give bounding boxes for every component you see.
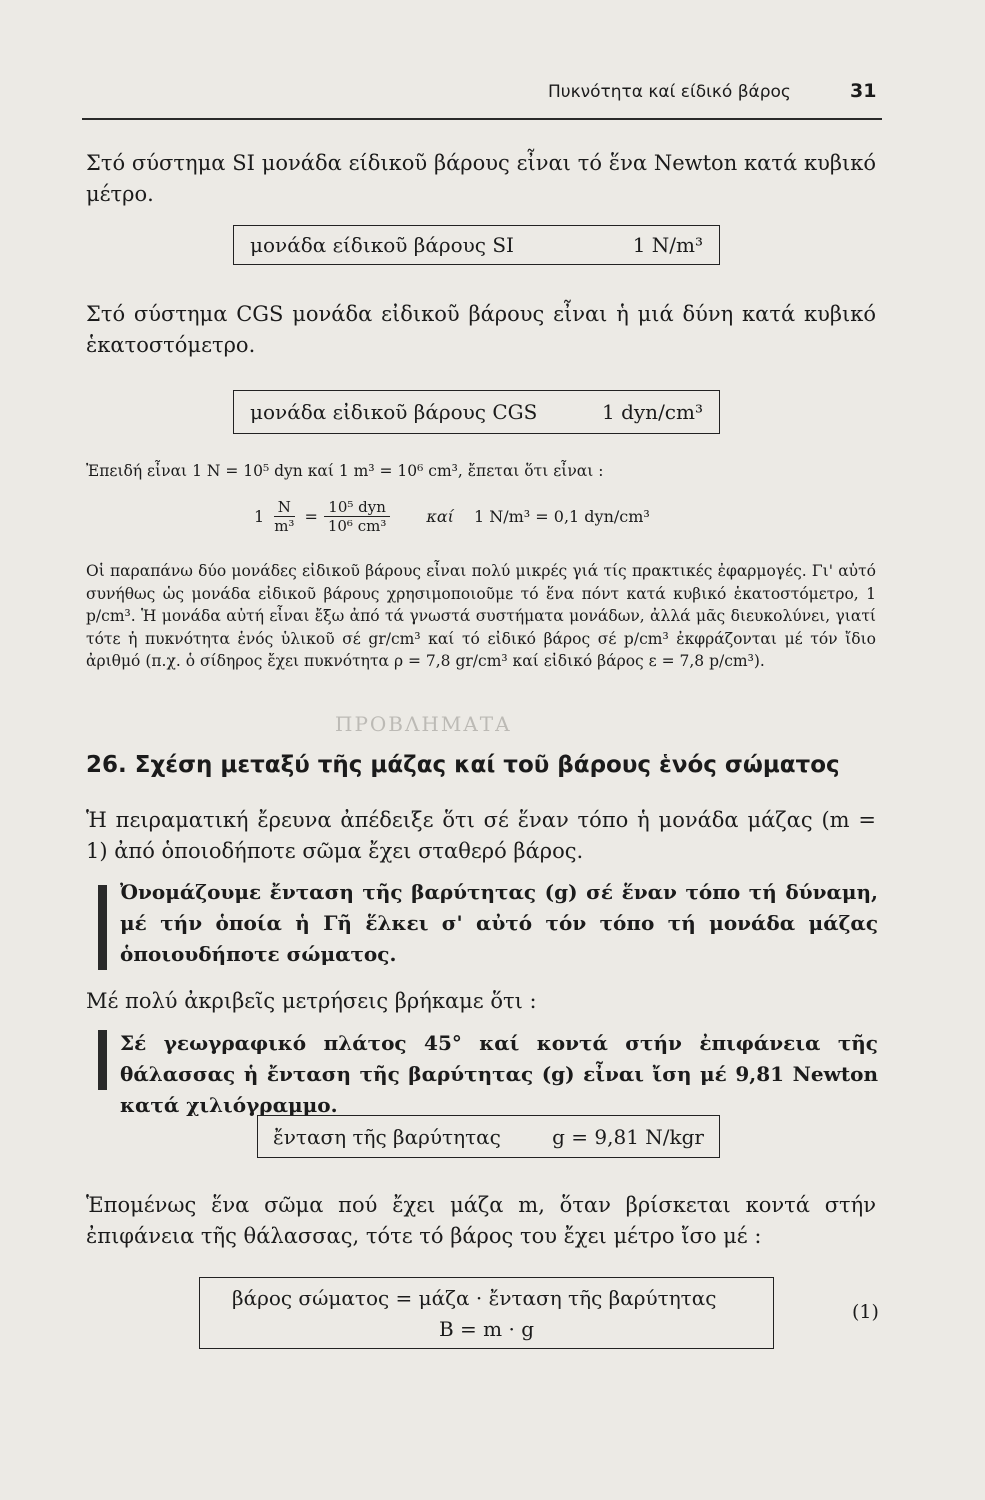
practical-units-paragraph: Οἱ παραπάνω δύο μονάδες εἰδικοῦ βάρους εἶναι πολύ μικρές γιά τίς πρακτικές ἐφαρμογές. Γι' αὐτό συνήθως ὡς μονάδα εἰδικοῦ βάρους χρησιμοποιοῦμε τό ἕνα πόντ κατά κυβικό ἑκατοστόμετρο, 1 p/cm³. Ἡ μονάδα αὐτή εἶναι ἔξω ἀπό τά γνωστά συστήματα μονάδων, ἀλλά μᾶς διευκολύνει, γιατί τότε ἡ πυκνότητα ἑνός ὑλικοῦ σέ gr/cm³ καί τό εἰδικό βάρος σέ p/cm³ ἐκφράζονται μέ τόν ἴδιο ἀριθμό (π.χ. ὁ σίδηρος ἔχει πυκνότητα ρ = 7,8 gr/cm³ καί εἰδικό βάρος ε = 7,8 p/cm³).	[86, 562, 876, 670]
section-heading: 26. Σχέση μεταξύ τῆς μάζας καί τοῦ βάρους ἑνός σώματος	[86, 752, 840, 778]
conversion-equation	[254, 498, 650, 535]
cgs-unit-box	[233, 390, 720, 434]
consequence-paragraph: Ἑπομένως ἕνα σῶμα πού ἔχει μάζα m, ὅταν βρίσκεται κοντά στήν ἐπιφάνεια τῆς θάλασσας, τότε τό βάρος του ἔχει μέτρο ἴσο μέ :	[86, 1193, 876, 1248]
si-unit-box	[233, 225, 720, 265]
weight-formula-line2: B = m · g	[438, 1317, 534, 1341]
measurement-intro: Μέ πολύ ἀκριβεῖς μετρήσεις βρήκαμε ὅτι :	[86, 989, 537, 1013]
conversion-rhs-denominator: 10⁶ cm³	[327, 517, 387, 535]
conversion-lhs-numerator: N	[274, 498, 295, 517]
conversion-intro: Ἐπειδή εἶναι 1 N = 10⁵ dyn καί 1 m³ = 10⁶ cm³, ἔπεται ὅτι εἶναι :	[86, 462, 604, 480]
header-rule	[82, 118, 882, 120]
gravity-intensity-box	[257, 1115, 720, 1158]
conversion-equals-sign: =	[304, 507, 318, 526]
gravity-intensity-value: g = 9,81 N/kgr	[552, 1124, 704, 1149]
gravity-fact: Σέ γεωγραφικό πλάτος 45° καί κοντά στήν ἐπιφάνεια τῆς θάλασσας ἡ ἔνταση τῆς βαρύτητας (g) εἶναι ἴση μέ 9,81 Newton κατά χιλιόγραμμο.	[120, 1031, 878, 1117]
conversion-rhs-numerator: 10⁵ dyn	[324, 498, 390, 517]
gravity-intensity-label: ἔνταση τῆς βαρύτητας	[273, 1124, 501, 1149]
conversion-rhs-fraction	[324, 498, 391, 535]
cgs-unit-box-label: μονάδα εἰδικοῦ βάρους CGS	[250, 400, 538, 424]
formula-number: (1)	[852, 1301, 879, 1323]
si-unit-box-unit: 1 N/m³	[632, 233, 703, 257]
fact-margin-bar	[98, 1030, 107, 1090]
bleed-through-heading: ΠΡΟΒΛΗΜΑΤΑ	[335, 712, 512, 736]
conversion-and: καί	[426, 507, 454, 526]
section-intro-paragraph: Ἡ πειραματική ἔρευνα ἀπέδειξε ὅτι σέ ἕναν τόπο ἡ μονάδα μάζας (m = 1) ἀπό ὁποιοδήποτε σῶμα ἔχει σταθερό βάρος.	[86, 808, 876, 863]
cgs-unit-text: Στό σύστημα CGS μονάδα εἰδικοῦ βάρους εἶναι ἡ μιά δύνη κατά κυβικό ἑκατοστόμετρο.	[86, 302, 876, 357]
conversion-lhs-denominator: m³	[274, 517, 295, 535]
si-unit-text: Στό σύστημα SI μονάδα είδικοῦ βάρους εἶναι τό ἕνα Newton κατά κυβικό μέτρο.	[86, 151, 876, 206]
si-unit-box-label: μονάδα είδικοῦ βάρους SI	[250, 233, 514, 257]
gravity-definition: Ὀνομάζουμε ἔνταση τῆς βαρύτητας (g) σέ ἕναν τόπο τή δύναμη, μέ τήν ὁποία ἡ Γῆ ἕλκει σ' αὐτό τόν τόπο τή μονάδα μάζας ὁποιουδήποτε σώματος.	[120, 880, 878, 966]
page-number: 31	[850, 80, 877, 102]
running-header-title: Πυκνότητα καί είδικό βάρος	[548, 82, 791, 102]
conversion-lhs-fraction	[270, 498, 298, 535]
definition-margin-bar	[98, 885, 107, 970]
conversion-result: 1 N/m³ = 0,1 dyn/cm³	[473, 507, 650, 526]
cgs-unit-box-unit: 1 dyn/cm³	[602, 400, 703, 424]
weight-formula-line1: βάρος σώματος = μάζα · ἔνταση τῆς βαρύτητας	[232, 1286, 717, 1310]
conversion-lhs-prefix: 1	[254, 507, 265, 526]
weight-formula-box	[199, 1277, 774, 1349]
